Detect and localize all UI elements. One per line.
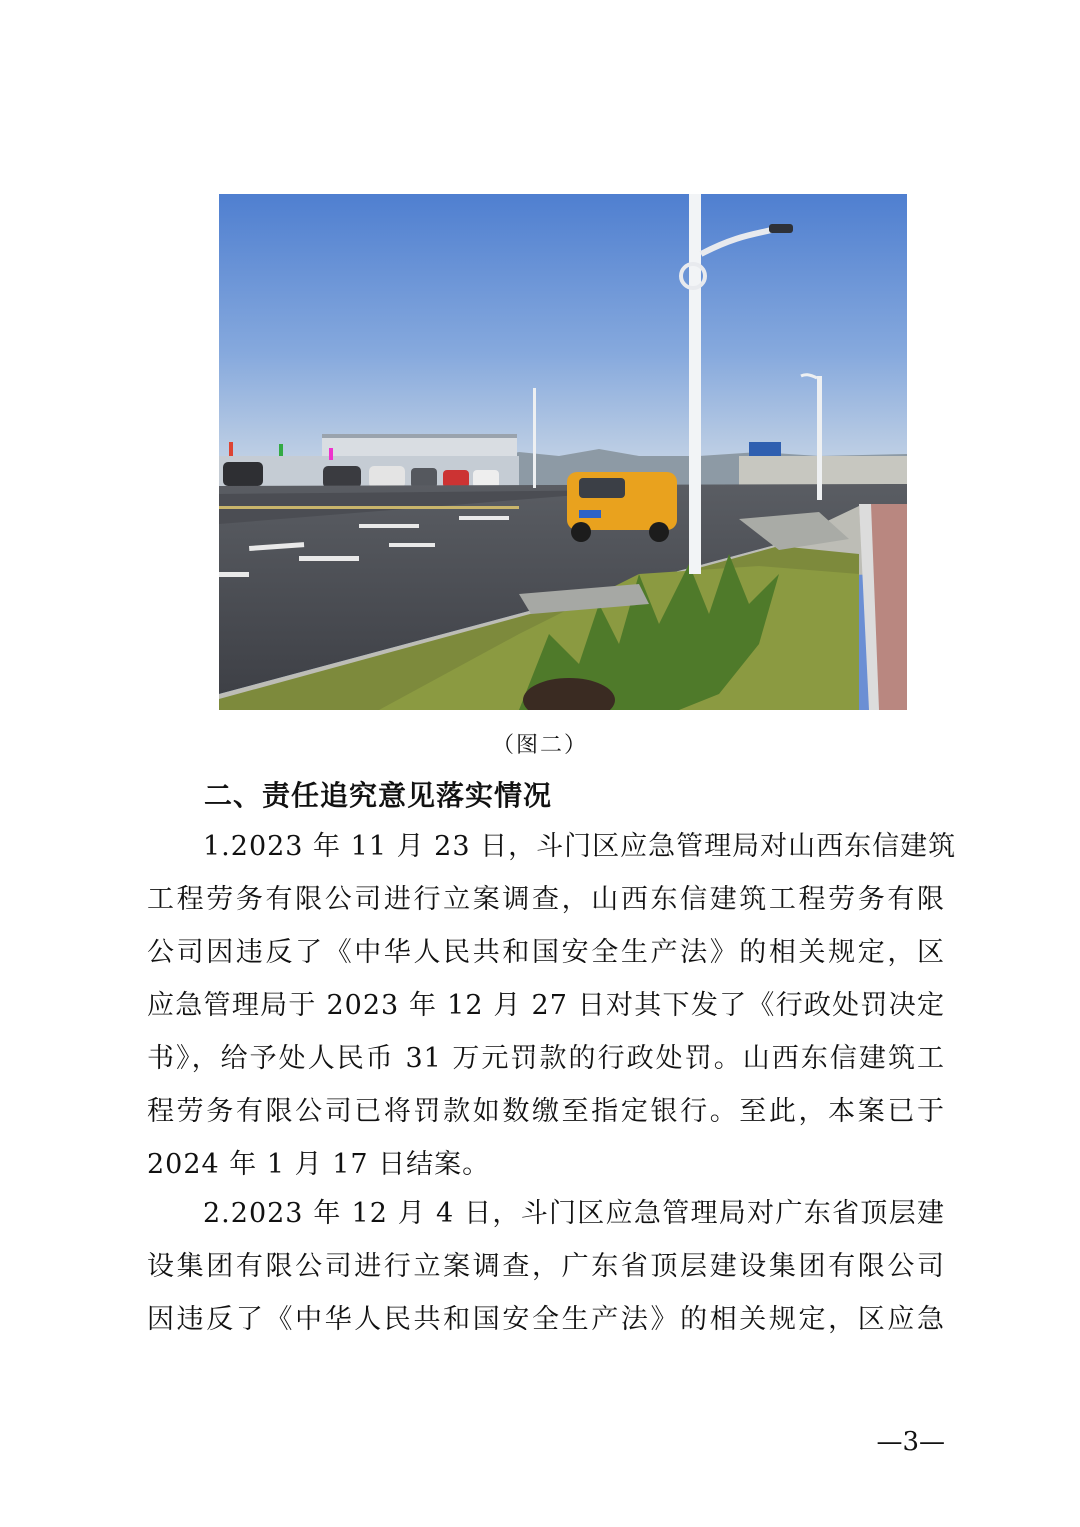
paragraph-line: 2.2023 年 12 月 4 日，斗门区应急管理局对广东省顶层建 (203, 1198, 945, 1229)
paragraph-line: 程劳务有限公司已将罚款如数缴至指定银行。至此，本案已于 (147, 1096, 945, 1127)
paragraph-2 (147, 1187, 945, 1346)
paragraph-line: 因违反了《中华人民共和国安全生产法》的相关规定，区应急 (147, 1304, 945, 1335)
road-photo (219, 194, 907, 710)
paragraph-line: 公司因违反了《中华人民共和国安全生产法》的相关规定，区 (147, 937, 945, 968)
paragraph-1 (147, 820, 957, 1191)
paragraph-line: 1.2023 年 11 月 23 日，斗门区应急管理局对山西东信建筑 (203, 831, 957, 862)
page-number: —3— (876, 1427, 945, 1457)
paragraph-line: 工程劳务有限公司进行立案调查，山西东信建筑工程劳务有限 (147, 884, 945, 915)
paragraph-line: 书》，给予处人民币 31 万元罚款的行政处罚。山西东信建筑工 (147, 1043, 945, 1074)
figure-caption: （图二） (491, 733, 588, 758)
paragraph-line: 设集团有限公司进行立案调查，广东省顶层建设集团有限公司 (147, 1251, 945, 1282)
paragraph-line: 应急管理局于 2023 年 12 月 27 日对其下发了《行政处罚决定 (147, 990, 945, 1021)
section-heading: 二、责任追究意见落实情况 (204, 779, 553, 812)
paragraph-line: 2024 年 1 月 17 日结案。 (147, 1149, 491, 1180)
